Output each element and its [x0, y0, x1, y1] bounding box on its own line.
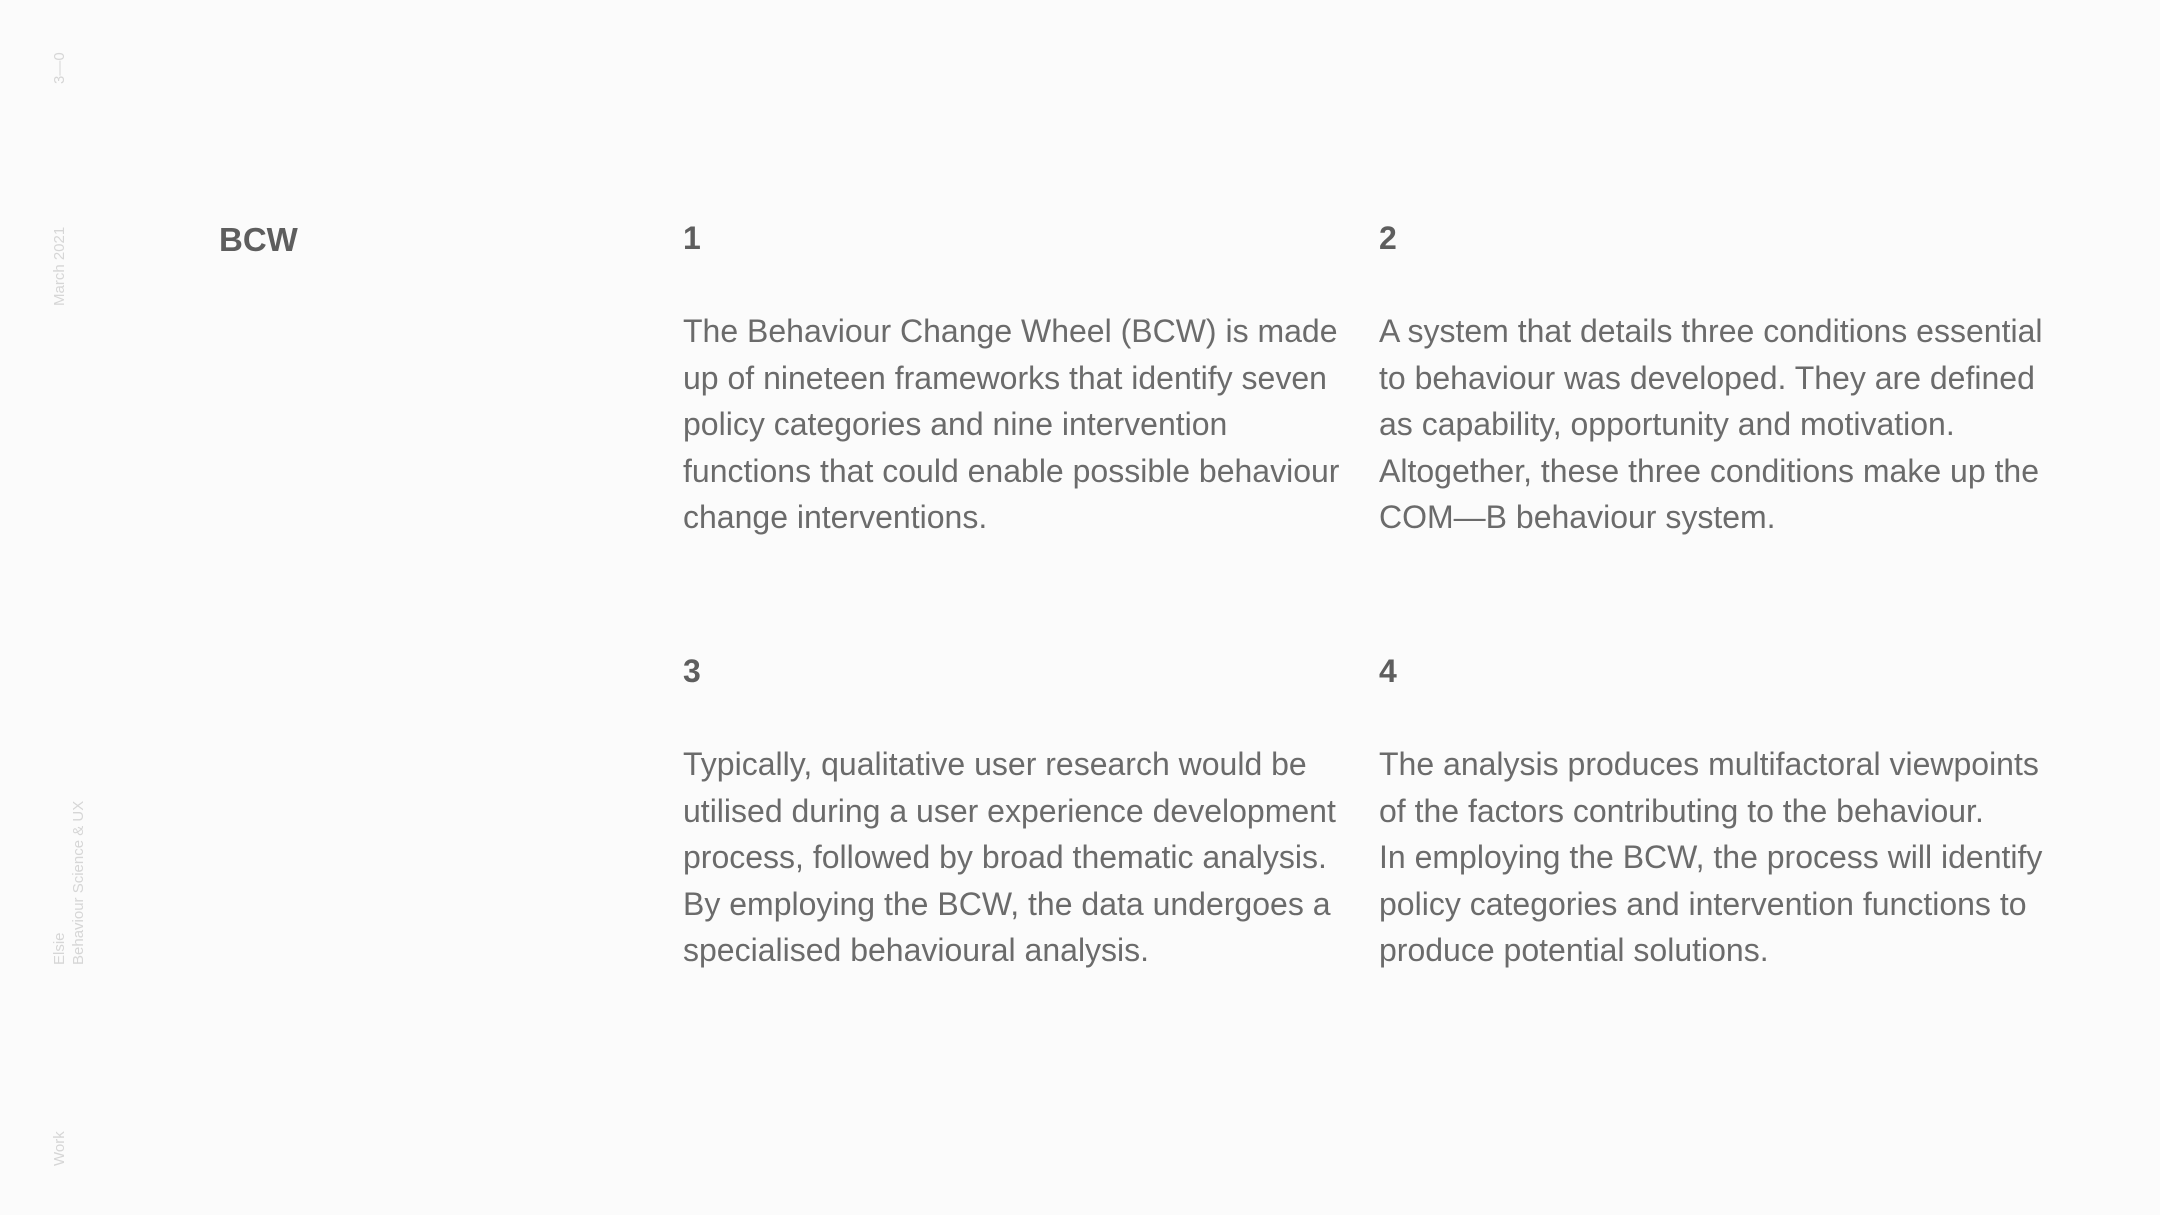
project-label: Elsie Behaviour Science & UX: [51, 800, 87, 965]
content-block-2: [1379, 220, 2069, 541]
content-block-1: [683, 220, 1373, 541]
block-number: 1: [683, 220, 701, 256]
section-title: BCW: [219, 221, 298, 258]
section-label: Work: [51, 1131, 68, 1166]
content-block-4: [1379, 653, 2069, 974]
block-number: 3: [683, 653, 701, 689]
block-number: 4: [1379, 653, 1397, 689]
block-number: 2: [1379, 220, 1397, 256]
date-label: March 2021: [51, 226, 68, 306]
block-text: The analysis produces multifactoral viewpoints of the factors contributing to the behaviour. In employing the BCW, the process will identify policy categories and intervention functions to produce potential solutions.: [1379, 746, 2043, 968]
page-number-label: 3—0: [51, 52, 68, 84]
content-block-3: [683, 653, 1373, 974]
block-text: A system that details three conditions essential to behaviour was developed. They are defined as capability, opportunity and motivation. Altogether, these three conditions make up the COM—B behaviour system.: [1379, 313, 2043, 535]
block-text: The Behaviour Change Wheel (BCW) is made up of nineteen frameworks that identify seven policy categories and nine intervention functions that could enable possible behaviour change interventions.: [683, 313, 1340, 535]
block-text: Typically, qualitative user research would be utilised during a user experience development process, followed by broad thematic analysis. By employing the BCW, the data undergoes a specialised behavioural analysis.: [683, 746, 1336, 968]
